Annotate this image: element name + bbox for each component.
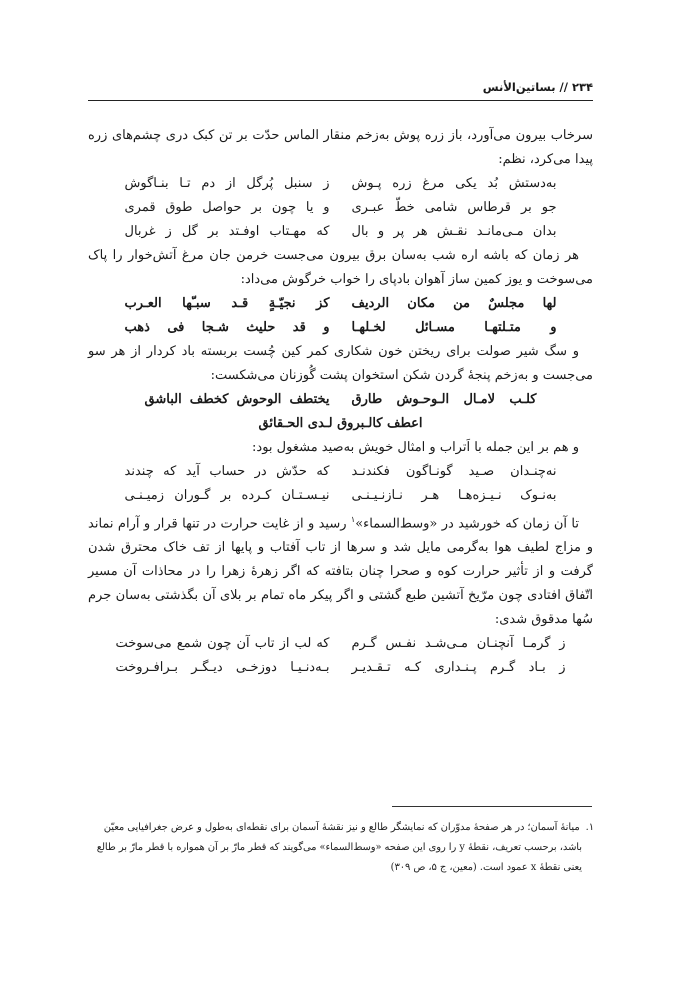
verse-7: اعطف کالـبروق لـدی الحـقائق [258, 416, 423, 431]
footnote-ref: ۱ [350, 515, 356, 524]
paragraph-1: سرخاب بیرون می‌آورد، باز زره پوش به‌زخم منقار الماس حدّت بر تن کبک دری چشم‌های زره پیدا می‌کرد، نظم: [88, 128, 593, 167]
footnote [86, 818, 594, 878]
verse-hemistich: لها مجلسٌ من مکان الردیف [351, 296, 557, 311]
verse-hemistich: نه‌چنـدان صـید گونـاگون فکندنـد [351, 464, 557, 479]
paragraph-2: هر زمان که باشه اره شب به‌سان برق بیرون می‌جست خرمن جان مرغ آتش‌خوار را پاک می‌سوخت و یوز کمین ساز آهوان بادپای را خواب خرگوش می‌داد: [88, 248, 593, 287]
verse-hemistich: و یا چون بر حواصل طوق قمری [124, 200, 330, 215]
verse-4 [88, 292, 593, 316]
verse-2 [88, 196, 593, 220]
verse-hemistich: کز نجیّـةٍ قـد سبـّها العـرب [124, 296, 330, 311]
verse-hemistich: به‌دستش بُد یکی مرغ زره پـوش [351, 176, 557, 191]
footnote-number: ۱. [585, 822, 594, 833]
verse-hemistich: و متـلتهـا مسـائل لخـلهـا [351, 320, 557, 335]
verse-hemistich: به‌نـوک نـیـزه‌هـا هـر نـازنـیـنـی [351, 488, 557, 503]
verse-hemistich: ز گرمـا آنچنـان مـی‌شـد نفـس گـرم [351, 636, 566, 652]
verse-10 [88, 632, 593, 656]
verse-hemistich: بدان مـی‌مانـد نقـش هر پر و بال [351, 224, 557, 239]
verse-11 [88, 656, 593, 680]
verse-hemistich: بـه‌دنـیـا دوزخـی دیـگـر بـرافـروخت [115, 660, 330, 676]
paragraph-3: و سگ شیر صولت برای ریختن خون شکاری کمر کین چُست بربسته باد کردار از هر سو می‌جست و به‌زخم پنجهٔ گردن شکن استخوان پشت گُوزنان می‌شکست: [88, 344, 593, 383]
verse-hemistich: که مهـتاب اوفـتد بر گل ز غربال [124, 224, 330, 239]
footnote-text: میانهٔ آسمان؛ در هر صفحهٔ مدوّران که نمایشگر طالع و نیز نقشهٔ آسمان برای نقطه‌ای به‌طول و عرض جغرافیایی معیّن [103, 822, 580, 833]
verse-hemistich: یختطف الوحوش کخطف الباشق [144, 392, 330, 407]
verse-hemistich: که حدّش در حساب آید که چندند [124, 464, 330, 479]
verse-5 [88, 316, 593, 340]
verse-hemistich: ز سنبل پُرگل از دم تـا بنـاگوش [124, 176, 330, 191]
verse-hemistich: نیـسـتـان کـرده بر گـوران زمیـنـی [124, 488, 330, 503]
paragraph-5-rest: رسید و از غایت حرارت در تنها قرار و آرام نماند و مزاج لطیف هوا به‌گرمی مایل شد و سرها از تاب آفتاب و پایها از تف خاک محترق شدن گرفت و از تأثیر حرارت کوه و صحرا چنان بتافته که اگر زهرهٔ زهرا را در محاذات آن مسیر اتّفاق افتادی چون مرّیخ آتشین طبع گشتی و اگر پیکر ماه تمام بر بلای آن بگذشتی به‌سان جرم سُها مدقوق شدی: [88, 516, 593, 628]
verse-hemistich: کلـب لامـال الـوحـوش طارق [351, 392, 537, 407]
verse-9 [88, 484, 593, 508]
verse-3 [88, 220, 593, 244]
verse-hemistich: ز بـاد گـرم پـنـداری کـه تـقـدیـر [351, 660, 566, 676]
verse-1 [88, 172, 593, 196]
paragraph-5 [88, 508, 593, 632]
verse-hemistich: جو بر قرطاس شامی خطّ عبـری [351, 200, 557, 215]
paragraph-4: و هم بر این جمله با اَتراب و امثال خویش به‌صید مشغول بود: [252, 440, 579, 455]
running-head: ۲۳۴ // بساتین‌الأنس [482, 80, 593, 94]
page-header [88, 80, 593, 101]
footnote-line-1 [86, 818, 594, 838]
verse-hemistich: که لب از تاب آن چون شمع می‌سوخت [115, 636, 330, 652]
footnote-line-2: باشد، برحسب تعریف، نقطهٔ y را روی این صفحه «وسط‌السماء» می‌گویند که قطر مارّ بر آن همواره با قطر مارّ بر طالع [96, 842, 582, 853]
verse-hemistich: و قد حلیث شـجا فی ذهب [124, 320, 330, 335]
verse-8 [88, 460, 593, 484]
footnote-line-3: یعنی نقطهٔ x عمود است. (معین، ج ۵، ص ۳۰۹) [390, 862, 582, 873]
paragraph-5-start: تا آن زمان که خورشید در «وسط‌السماء» [355, 516, 579, 532]
verse-6 [88, 388, 593, 412]
footnote-divider [392, 806, 592, 807]
page-body [88, 124, 593, 680]
